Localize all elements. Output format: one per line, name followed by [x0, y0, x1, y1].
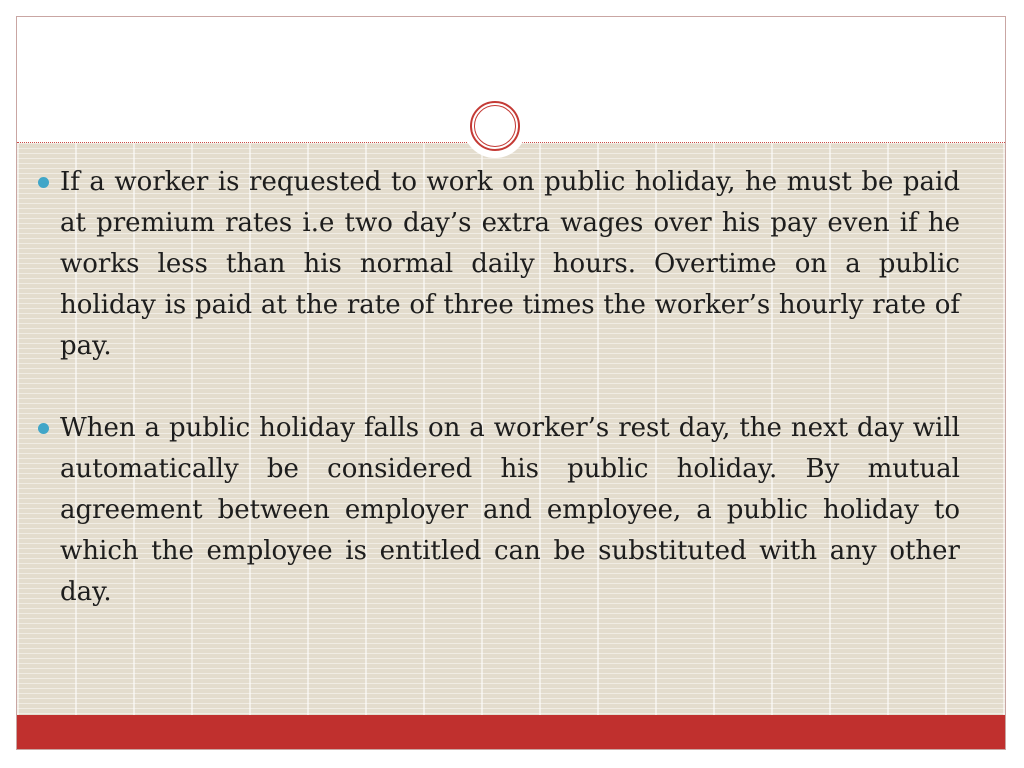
bullet-item	[38, 162, 960, 367]
bullet-text: If a worker is requested to work on public holiday, he must be paid at premium rates i.e two day’s extra wages over his pay even if he works less than his normal daily hours. Overtime on a public holiday is paid at the rate of three times the worker’s hourly rate of pay.	[60, 167, 960, 361]
footer-bar	[17, 715, 1005, 749]
bullet-dot-icon	[38, 177, 49, 188]
bullet-item	[38, 408, 960, 613]
ornament-inner-ring	[474, 105, 516, 147]
bullet-dot-icon	[38, 423, 49, 434]
ornament-outer-ring	[470, 101, 520, 151]
bullet-text: When a public holiday falls on a worker’s rest day, the next day will automatically be considered his public holiday. By mutual agreement between employer and employee, a public holiday to which the employee is entitled can be substituted with any other day.	[60, 413, 960, 607]
slide-body	[38, 162, 960, 613]
double-ring-circle-icon	[463, 94, 527, 158]
